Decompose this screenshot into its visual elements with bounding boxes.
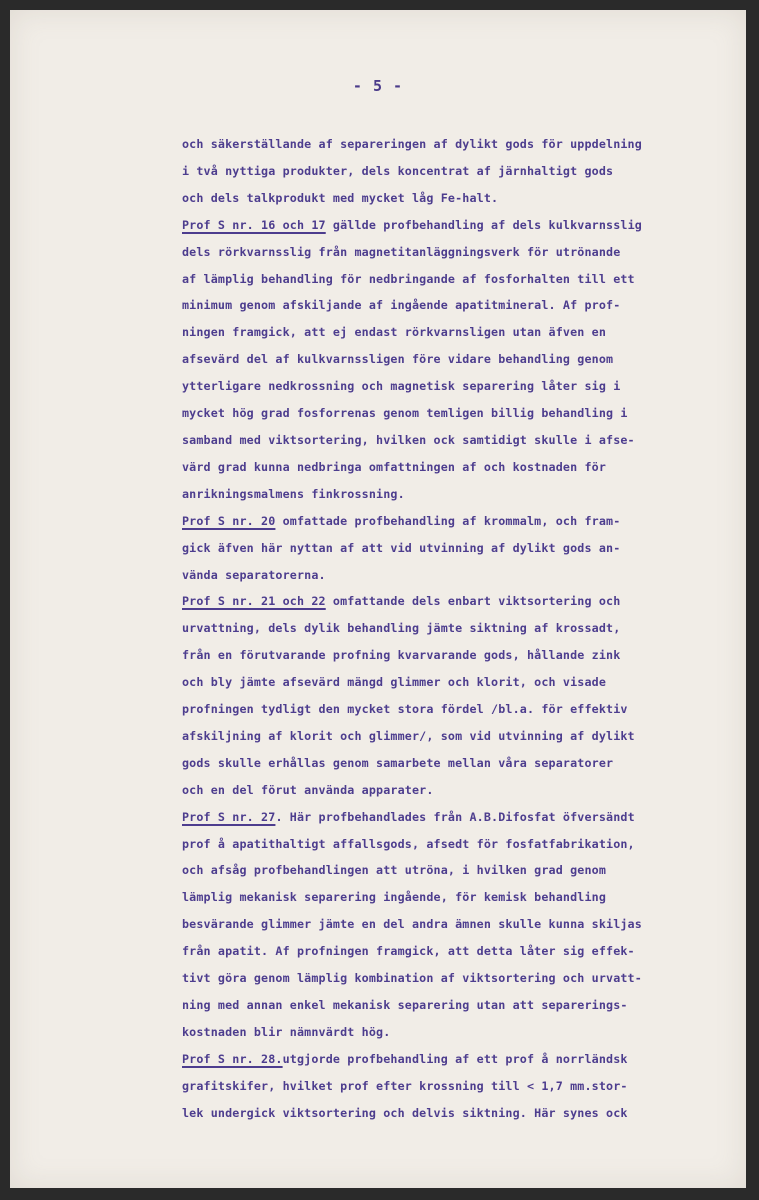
line-text: omfattande dels enbart viktsortering och	[325, 594, 621, 609]
text-line	[182, 400, 742, 427]
line-text: mycket hög grad fosforrenas genom temligen billig behandling i	[182, 406, 628, 421]
underlined-heading: Prof S nr. 28.	[182, 1051, 283, 1066]
underlined-heading: Prof S nr. 21 och 22	[182, 594, 326, 609]
line-text: besvärande glimmer jämte en del andra ämnen skulle kunna skiljas	[182, 917, 642, 932]
text-line	[182, 185, 742, 212]
line-text: prof å apatithaltigt affallsgods, afsedt för fosfatfabrikation,	[182, 836, 635, 851]
line-text: tivt göra genom lämplig kombination af viktsortering och urvatt-	[182, 971, 642, 986]
text-line	[182, 723, 742, 750]
line-text: profningen tydligt den mycket stora fördel /bl.a. för effektiv	[182, 702, 628, 717]
line-text: och en del förut använda apparater.	[182, 782, 434, 797]
text-line	[182, 266, 742, 293]
line-text: ningen framgick, att ej endast rörkvarnsligen utan äfven en	[182, 325, 607, 340]
text-line	[182, 319, 742, 346]
line-text: urvattning, dels dylik behandling jämte siktning af krossadt,	[182, 621, 621, 636]
text-line	[182, 1046, 742, 1073]
text-line	[182, 669, 742, 696]
text-line	[182, 965, 742, 992]
line-text: och dels talkprodukt med mycket låg Fe-halt.	[182, 190, 499, 205]
line-text: från apatit. Af profningen framgick, att detta låter sig effek-	[182, 944, 635, 959]
text-line	[182, 857, 742, 884]
line-text: utgjorde profbehandling af ett prof å norrländsk	[282, 1051, 628, 1066]
line-text: och säkerställande af separeringen af dylikt gods för uppdelning	[182, 137, 642, 151]
text-line	[182, 777, 742, 804]
text-line	[182, 212, 742, 239]
text-line	[182, 346, 742, 373]
text-line	[182, 911, 742, 938]
line-text: . Här profbehandlades från A.B.Difosfat öfversändt	[275, 809, 635, 824]
line-text: vända separatorerna.	[182, 567, 326, 582]
text-line	[182, 454, 742, 481]
text-line	[182, 427, 742, 454]
page-number: - 5 -	[352, 77, 404, 95]
line-text: dels rörkvarnsslig från magnetitanläggningsverk för utrönande	[182, 244, 621, 259]
text-line	[182, 1100, 742, 1127]
underlined-heading: Prof S nr. 16 och 17	[182, 217, 326, 232]
line-text: minimum genom afskiljande af ingående apatitmineral. Af prof-	[182, 298, 621, 313]
line-text: gick äfven här nyttan af att vid utvinning af dylikt gods an-	[182, 540, 621, 555]
text-line	[182, 535, 742, 562]
line-text: lek undergick viktsortering och delvis siktning. Här synes ock	[182, 1105, 628, 1120]
text-line	[182, 481, 742, 508]
line-text: i två nyttiga produkter, dels koncentrat af järnhaltigt gods	[182, 163, 614, 178]
line-text: gods skulle erhållas genom samarbete mellan våra separatorer	[182, 755, 614, 770]
text-line	[182, 292, 742, 319]
line-text: grafitskifer, hvilket prof efter krossning till < 1,7 mm.stor-	[182, 1078, 628, 1093]
text-line	[182, 615, 742, 642]
line-text: från en förutvarande profning kvarvarande gods, hållande zink	[182, 648, 621, 663]
line-text: af lämplig behandling för nedbringande af fosforhalten till ett	[182, 271, 635, 286]
line-text: anrikningsmalmens finkrossning.	[182, 486, 405, 501]
text-line	[182, 588, 742, 615]
text-line	[182, 884, 742, 911]
line-text: ytterligare nedkrossning och magnetisk separering låter sig i	[182, 379, 621, 394]
line-text: värd grad kunna nedbringa omfattningen af och kostnaden för	[182, 459, 607, 474]
text-line	[182, 750, 742, 777]
line-text: kostnaden blir nämnvärdt hög.	[182, 1024, 391, 1039]
line-text: afskiljning af klorit och glimmer/, som vid utvinning af dylikt	[182, 728, 635, 743]
line-text: omfattade profbehandling af krommalm, och fram-	[275, 513, 621, 528]
underlined-heading: Prof S nr. 27	[182, 809, 276, 824]
text-line	[182, 696, 742, 723]
line-text: och afsåg profbehandlingen att utröna, i hvilken grad genom	[182, 863, 607, 878]
text-line	[182, 239, 742, 266]
text-line	[182, 1019, 742, 1046]
text-line	[182, 562, 742, 589]
line-text: ning med annan enkel mekanisk separering utan att separerings-	[182, 998, 628, 1012]
text-line	[182, 158, 742, 185]
text-line	[182, 992, 742, 1019]
text-line	[182, 373, 742, 400]
text-line	[182, 508, 742, 535]
text-line	[182, 938, 742, 965]
document-page	[10, 10, 746, 1188]
typewritten-body	[182, 131, 742, 1127]
underlined-heading: Prof S nr. 20	[182, 513, 276, 528]
text-line	[182, 131, 742, 158]
text-line	[182, 1073, 742, 1100]
text-line	[182, 642, 742, 669]
line-text: lämplig mekanisk separering ingående, för kemisk behandling	[182, 890, 607, 905]
line-text: gällde profbehandling af dels kulkvarnsslig	[325, 217, 642, 232]
text-line	[182, 831, 742, 858]
text-line	[182, 804, 742, 831]
line-text: och bly jämte afsevärd mängd glimmer och klorit, och visade	[182, 675, 607, 690]
line-text: afsevärd del af kulkvarnssligen före vidare behandling genom	[182, 352, 614, 367]
line-text: samband med viktsortering, hvilken ock samtidigt skulle i afse-	[182, 432, 635, 447]
